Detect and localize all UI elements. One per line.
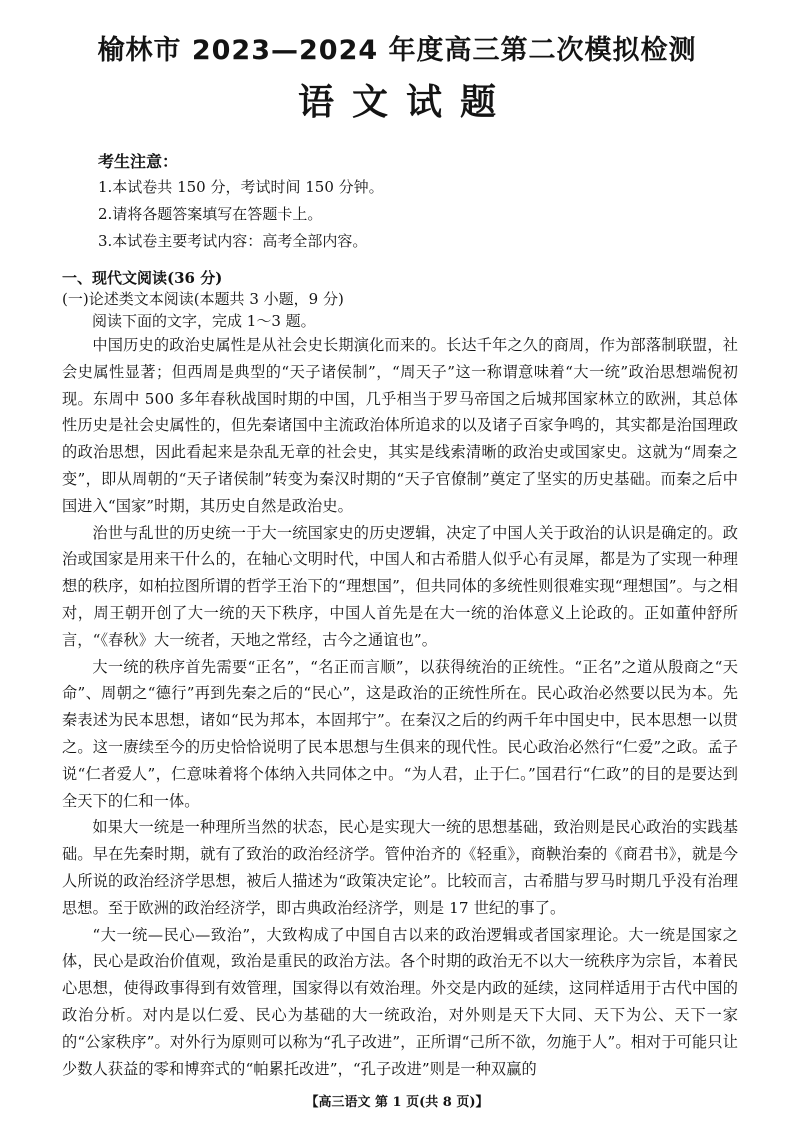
page-footer: 【高三语文 第 1 页(共 8 页)】	[305, 1095, 489, 1110]
section-heading: 一、现代文阅读(36 分)	[62, 269, 223, 287]
candidate-notice	[98, 150, 658, 255]
notice-item: 2.请将各题答案填写在答题卡上。	[98, 205, 323, 223]
passage-paragraph: 中国历史的政治史属性是从社会史长期演化而来的。长达千年之久的商周，作为部落制联盟，社会史属性显著；但西周是典型的“天子诸侯制”，“周天子”这一称谓意味着“大一统”政治思想端倪初现。东周中 500 多年春秋战国时期的中国，几乎相当于罗马帝国之后城邦国家林立的欧洲，其总体性历史是社会史属性的，但先秦诸国中主流政治体所追求的以及诸子百家争鸣的，其实都是治国理政的政治思想，因此看起来是杂乱无章的社会史，其实是线索清晰的政治史或国家史。这就为“周秦之变”，即从周朝的“天子诸侯制”转变为秦汉时期的“天子官僚制”奠定了坚实的历史基础。而秦之后中国进入“国家”时期，其历史自然是政治史。	[62, 336, 738, 515]
passage-paragraph: 大一统的秩序首先需要“正名”，“名正而言顺”，以获得统治的正统性。“正名”之道从殷商之“天命”、周朝之“德行”再到先秦之后的“民心”，这是政治的正统性所在。民心政治必然要以民为本。先秦表述为民本思想，诸如“民为邦本，本固邦宁”。在秦汉之后的约两千年中国史中，民本思想一以贯之。这一赓续至今的历史恰恰说明了民本思想与生俱来的现代性。民心政治必然行“仁爱”之政。孟子说“仁者爱人”，仁意味着将个体纳入共同体之中。“为人君，止于仁。”国君行“仁政”的目的是要达到全天下的仁和一体。	[62, 657, 738, 810]
subsection-heading: (一)论述类文本阅读(本题共 3 小题，9 分)	[62, 290, 344, 308]
passage-paragraph: 如果大一统是一种理所当然的状态，民心是实现大一统的思想基础，致治则是民心政治的实践基础。早在先秦时期，就有了致治的政治经济学。管仲治齐的《轻重》，商鞅治秦的《商君书》，就是今人所说的政治经济学思想，被后人描述为“政策决定论”。比较而言，古希腊与罗马时期几乎没有治理思想。至于欧洲的政治经济学，即古典政治经济学，则是 17 世纪的事了。	[62, 818, 738, 917]
exam-title: 榆林市 2023—2024 年度高三第二次模拟检测	[97, 35, 697, 66]
notice-heading: 考生注意：	[98, 152, 179, 171]
exam-subject-title: 语文试题	[297, 82, 514, 123]
reading-section	[62, 268, 738, 1082]
passage-paragraph: “大一统—民心—致治”，大致构成了中国自古以来的政治逻辑或者国家理论。大一统是国家之体，民心是政治价值观，致治是重民的政治方法。各个时期的政治无不以大一统秩序为宗旨，本着民心思想，使得政事得到有效管理，国家得以有效治理。外交是内政的延续，这同样适用于古代中国的政治分析。对内是以仁爱、民心为基础的大一统政治，对外则是天下大同、天下为公、天下一家的“公家秩序”。对外行为原则可以称为“孔子改进”，正所谓“己所不欲，勿施于人”。相对于可能只让少数人获益的零和博弈式的“帕累托改进”，“孔子改进”则是一种双赢的	[62, 925, 738, 1078]
notice-item: 1.本试卷共 150 分，考试时间 150 分钟。	[98, 178, 384, 196]
reading-instruction: 阅读下面的文字，完成 1～3 题。	[92, 312, 316, 330]
notice-item: 3.本试卷主要考试内容：高考全部内容。	[98, 232, 368, 250]
passage-paragraph: 治世与乱世的历史统一于大一统国家史的历史逻辑，决定了中国人关于政治的认识是确定的。政治或国家是用来干什么的，在轴心文明时代，中国人和古希腊人似乎心有灵犀，都是为了实现一种理想的秩序，如柏拉图所谓的哲学王治下的“理想国”，但共同体的多统性则很难实现“理想国”。与之相对，周王朝开创了大一统的天下秩序，中国人首先是在大一统的治体意义上论政的。正如董仲舒所言，“《春秋》大一统者，天地之常经，古今之通谊也”。	[62, 523, 738, 649]
